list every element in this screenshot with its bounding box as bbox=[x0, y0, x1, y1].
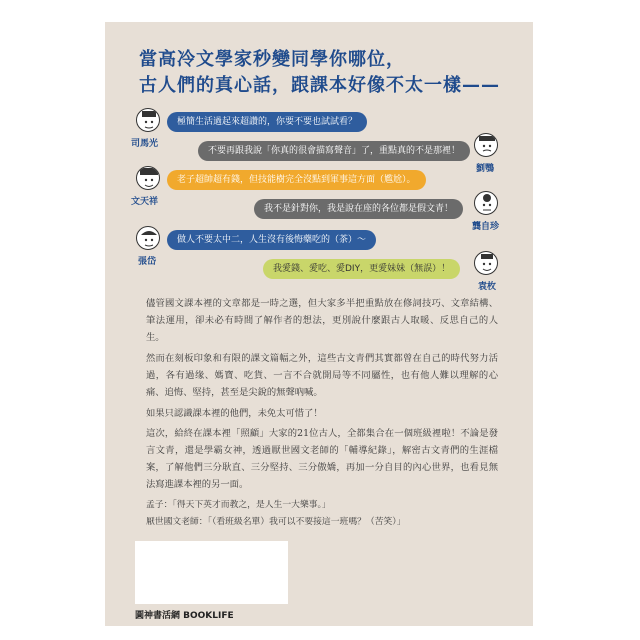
avatar-yuan-mei bbox=[474, 251, 498, 275]
publisher-logo: 圓神書活網 BOOKLIFE bbox=[135, 611, 234, 621]
headline-line-2: 古人們的真心話，跟課本好像不太一樣—— bbox=[139, 75, 500, 96]
chat-bubble: 做人不要太中二，人生沒有後悔藥吃的（茶）～ bbox=[167, 230, 376, 250]
headline-line-1: 當高冷文學家秒變同學你哪位， bbox=[139, 49, 405, 70]
avatar-wen-tianxiang bbox=[136, 166, 160, 190]
quote-mencius: 孟子：「得天下英才而教之，是人生一大樂事。」 bbox=[146, 500, 331, 510]
speaker-name: 張岱 bbox=[138, 257, 157, 267]
body-paragraph: 如果只認識課本裡的他們，未免太可惜了！ bbox=[146, 408, 323, 419]
speaker-name: 文天祥 bbox=[131, 197, 159, 207]
speaker-name: 袁枚 bbox=[478, 282, 497, 292]
body-paragraph: 這次，給終在課本裡「照顧」大家的21位古人，全都集合在一個班級裡啦！不論是發言文青，還是學霸女神，透過厭世國文老師的「輔導紀錄」，解密古文青們的生涯檔案，了解他們三分耿直、三分堅持、三分傲嬌，再加一分自目的內心世界，也看見無法寫進課本裡的另一面。 bbox=[146, 428, 498, 490]
chat-bubble: 極簡生活過起來超讚的，你要不要也試試看？ bbox=[167, 112, 367, 132]
chat-bubble: 我愛錢、愛吃、愛DIY，更愛妹妹（無誤）！ bbox=[263, 259, 460, 279]
body-paragraph: 然而在刻板印象和有限的課文篇幅之外，這些古文青們其實都曾在自己的時代努力活過，各有過缘、媽寶、吃貨、一言不合就開局等不同屬性，也有他人難以理解的心痛、追悔、堅持，甚至是尖銳的無聲吶喊。 bbox=[146, 353, 498, 398]
quote-teacher: 厭世國文老師：「（看班級名單）我可以不要接這一班嗎？（苦笑）」 bbox=[146, 517, 406, 527]
chat-bubble: 我不是針對你，我是說在座的各位都是假文青！ bbox=[254, 199, 463, 219]
speaker-name: 司馬光 bbox=[131, 139, 159, 149]
avatar-liu-e bbox=[474, 133, 498, 157]
avatar-sima-guang bbox=[136, 108, 160, 132]
chat-bubble: 不要再跟我說「你真的很會描寫聲音」了，重點真的不是那裡！ bbox=[198, 141, 470, 161]
barcode-placeholder bbox=[135, 541, 288, 604]
speaker-name: 劉鶚 bbox=[476, 164, 495, 174]
avatar-gong-zizhen bbox=[474, 191, 498, 215]
avatar-zhang-dai bbox=[136, 226, 160, 250]
body-paragraph: 儘管國文課本裡的文章都是一時之選，但大家多半把重點放在修詞技巧、文章結構、筆法運用，卻未必有時間了解作者的想法，更別說什麼跟古人取暖、反思自己的人生。 bbox=[146, 298, 498, 343]
speaker-name: 龔自珍 bbox=[472, 222, 500, 232]
chat-bubble: 老子超帥超有錢，但技能樹完全沒點到軍事這方面（尷尬）。 bbox=[167, 170, 426, 190]
